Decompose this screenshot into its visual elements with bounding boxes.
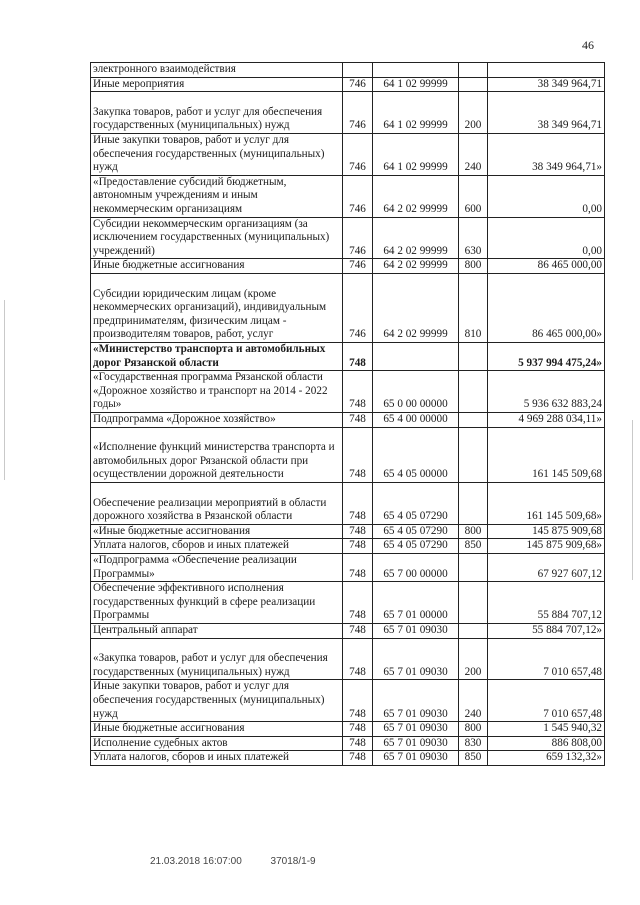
- row-vr-cell: 600: [459, 175, 488, 217]
- table-row: [91, 623, 605, 638]
- row-name-cell: Обеспечение реализации мероприятий в области дорожного хозяйства в Рязанской области: [91, 482, 343, 524]
- row-vr-cell: 240: [459, 680, 488, 722]
- row-ved-cell: 748: [343, 524, 373, 539]
- row-csr-cell: 65 4 05 07290: [373, 539, 459, 554]
- row-name-cell: «Предоставление субсидий бюджетным, автономным учреждениям и иным некоммерческим организациям: [91, 175, 343, 217]
- row-vr-cell: [459, 77, 488, 92]
- row-vr-cell: 850: [459, 751, 488, 766]
- row-amount-cell: 1 545 940,32: [488, 722, 605, 737]
- row-name-cell: Иные бюджетные ассигнования: [91, 259, 343, 274]
- row-vr-cell: 810: [459, 273, 488, 342]
- row-vr-cell: 800: [459, 259, 488, 274]
- row-csr-cell: 65 0 00 00000: [373, 371, 459, 413]
- row-amount-cell: 38 349 964,71: [488, 77, 605, 92]
- row-ved-cell: 748: [343, 342, 373, 370]
- row-vr-cell: 240: [459, 133, 488, 175]
- row-name-cell: Уплата налогов, сборов и иных платежей: [91, 751, 343, 766]
- row-vr-cell: [459, 553, 488, 581]
- row-csr-cell: 64 1 02 99999: [373, 77, 459, 92]
- row-vr-cell: 200: [459, 92, 488, 134]
- row-amount-cell: 7 010 657,48: [488, 638, 605, 680]
- row-csr-cell: 64 1 02 99999: [373, 92, 459, 134]
- budget-table-body: [91, 63, 605, 766]
- row-name-cell: Исполнение судебных актов: [91, 736, 343, 751]
- row-amount-cell: 5 937 994 475,24»: [488, 342, 605, 370]
- row-amount-cell: 0,00: [488, 175, 605, 217]
- table-row: [91, 524, 605, 539]
- row-amount-cell: 38 349 964,71: [488, 92, 605, 134]
- row-amount-cell: 659 132,32»: [488, 751, 605, 766]
- footer-doc-ref: 37018/1-9: [270, 856, 316, 867]
- row-csr-cell: 65 7 01 09030: [373, 638, 459, 680]
- row-ved-cell: 748: [343, 371, 373, 413]
- footer-timestamp: 21.03.2018 16:07:00: [150, 856, 242, 867]
- row-amount-cell: 86 465 000,00»: [488, 273, 605, 342]
- row-name-cell: Обеспечение эффективного исполнения государственных функций в сфере реализации Программы: [91, 582, 343, 624]
- row-ved-cell: [343, 63, 373, 78]
- row-ved-cell: 746: [343, 133, 373, 175]
- row-ved-cell: 748: [343, 722, 373, 737]
- row-csr-cell: 65 4 05 07290: [373, 482, 459, 524]
- row-csr-cell: 64 2 02 99999: [373, 273, 459, 342]
- table-row: [91, 427, 605, 482]
- row-ved-cell: 748: [343, 582, 373, 624]
- row-ved-cell: 748: [343, 539, 373, 554]
- table-row: [91, 736, 605, 751]
- row-csr-cell: 65 7 01 09030: [373, 736, 459, 751]
- row-ved-cell: 748: [343, 427, 373, 482]
- table-row: [91, 412, 605, 427]
- row-amount-cell: 5 936 632 883,24: [488, 371, 605, 413]
- row-name-cell: Иные бюджетные ассигнования: [91, 722, 343, 737]
- row-csr-cell: [373, 342, 459, 370]
- row-csr-cell: 65 4 05 07290: [373, 524, 459, 539]
- scan-edge-mark: [632, 420, 633, 580]
- table-row: [91, 342, 605, 370]
- row-csr-cell: 64 1 02 99999: [373, 133, 459, 175]
- row-name-cell: «Исполнение функций министерства транспорта и автомобильных дорог Рязанской области при осуществлении дорожной деятельности: [91, 427, 343, 482]
- row-name-cell: «Государственная программа Рязанской области «Дорожное хозяйство и транспорт на 2014 - 2022 годы»: [91, 371, 343, 413]
- row-vr-cell: 200: [459, 638, 488, 680]
- row-name-cell: Иные закупки товаров, работ и услуг для обеспечения государственных (муниципальных) нужд: [91, 133, 343, 175]
- row-ved-cell: 748: [343, 623, 373, 638]
- table-row: [91, 259, 605, 274]
- row-name-cell: Иные мероприятия: [91, 77, 343, 92]
- row-csr-cell: 65 7 00 00000: [373, 553, 459, 581]
- row-vr-cell: [459, 342, 488, 370]
- row-amount-cell: 145 875 909,68: [488, 524, 605, 539]
- row-vr-cell: [459, 582, 488, 624]
- row-amount-cell: 161 145 509,68»: [488, 482, 605, 524]
- row-csr-cell: 65 7 01 09030: [373, 680, 459, 722]
- table-row: [91, 63, 605, 78]
- row-amount-cell: 4 969 288 034,11»: [488, 412, 605, 427]
- row-amount-cell: 7 010 657,48: [488, 680, 605, 722]
- row-vr-cell: 850: [459, 539, 488, 554]
- row-name-cell: Субсидии юридическим лицам (кроме некоммерческих организаций), индивидуальным предпринимателям, физическим лицам - производителям товаров, работ, услуг: [91, 273, 343, 342]
- row-vr-cell: [459, 412, 488, 427]
- table-row: [91, 175, 605, 217]
- table-row: [91, 680, 605, 722]
- row-amount-cell: 86 465 000,00: [488, 259, 605, 274]
- row-csr-cell: 65 7 01 09030: [373, 623, 459, 638]
- row-ved-cell: 746: [343, 217, 373, 259]
- page-number: 46: [582, 38, 594, 52]
- row-vr-cell: 800: [459, 722, 488, 737]
- row-amount-cell: 0,00: [488, 217, 605, 259]
- row-name-cell: «Министерство транспорта и автомобильных дорог Рязанской области: [91, 342, 343, 370]
- row-vr-cell: [459, 427, 488, 482]
- row-amount-cell: [488, 63, 605, 78]
- table-row: [91, 273, 605, 342]
- table-row: [91, 582, 605, 624]
- table-row: [91, 539, 605, 554]
- table-row: [91, 77, 605, 92]
- row-vr-cell: [459, 623, 488, 638]
- row-name-cell: Закупка товаров, работ и услуг для обеспечения государственных (муниципальных) нужд: [91, 92, 343, 134]
- row-ved-cell: 748: [343, 638, 373, 680]
- row-csr-cell: 64 2 02 99999: [373, 259, 459, 274]
- row-amount-cell: 67 927 607,12: [488, 553, 605, 581]
- row-ved-cell: 748: [343, 680, 373, 722]
- row-amount-cell: 161 145 509,68: [488, 427, 605, 482]
- row-name-cell: Подпрограмма «Дорожное хозяйство»: [91, 412, 343, 427]
- row-amount-cell: 38 349 964,71»: [488, 133, 605, 175]
- row-ved-cell: 748: [343, 751, 373, 766]
- row-vr-cell: [459, 63, 488, 78]
- row-ved-cell: 748: [343, 553, 373, 581]
- table-row: [91, 217, 605, 259]
- row-csr-cell: 64 2 02 99999: [373, 175, 459, 217]
- row-csr-cell: 65 7 01 09030: [373, 751, 459, 766]
- table-row: [91, 751, 605, 766]
- table-row: [91, 133, 605, 175]
- row-name-cell: Субсидии некоммерческим организациям (за исключением государственных (муниципальных) учреждений): [91, 217, 343, 259]
- row-name-cell: «Иные бюджетные ассигнования: [91, 524, 343, 539]
- row-vr-cell: 800: [459, 524, 488, 539]
- row-ved-cell: 748: [343, 736, 373, 751]
- table-row: [91, 482, 605, 524]
- row-amount-cell: 145 875 909,68»: [488, 539, 605, 554]
- row-ved-cell: 746: [343, 273, 373, 342]
- table-row: [91, 92, 605, 134]
- table-row: [91, 638, 605, 680]
- row-csr-cell: 64 2 02 99999: [373, 217, 459, 259]
- row-amount-cell: 55 884 707,12»: [488, 623, 605, 638]
- row-ved-cell: 748: [343, 482, 373, 524]
- footer-stamp: [150, 856, 342, 867]
- row-csr-cell: 65 4 05 00000: [373, 427, 459, 482]
- row-name-cell: электронного взаимодействия: [91, 63, 343, 78]
- table-row: [91, 371, 605, 413]
- row-vr-cell: [459, 371, 488, 413]
- row-ved-cell: 746: [343, 175, 373, 217]
- scan-edge-mark: [4, 300, 5, 480]
- row-name-cell: Уплата налогов, сборов и иных платежей: [91, 539, 343, 554]
- row-ved-cell: 746: [343, 92, 373, 134]
- row-vr-cell: [459, 482, 488, 524]
- row-csr-cell: 65 4 00 00000: [373, 412, 459, 427]
- row-amount-cell: 55 884 707,12: [488, 582, 605, 624]
- row-ved-cell: 748: [343, 412, 373, 427]
- row-name-cell: Иные закупки товаров, работ и услуг для обеспечения государственных (муниципальных) нужд: [91, 680, 343, 722]
- table-row: [91, 722, 605, 737]
- budget-table: [90, 62, 605, 766]
- row-ved-cell: 746: [343, 259, 373, 274]
- row-name-cell: «Подпрограмма «Обеспечение реализации Программы»: [91, 553, 343, 581]
- row-csr-cell: 65 7 01 09030: [373, 722, 459, 737]
- row-vr-cell: 630: [459, 217, 488, 259]
- row-vr-cell: 830: [459, 736, 488, 751]
- row-name-cell: «Закупка товаров, работ и услуг для обеспечения государственных (муниципальных) нужд: [91, 638, 343, 680]
- table-row: [91, 553, 605, 581]
- row-ved-cell: 746: [343, 77, 373, 92]
- row-csr-cell: [373, 63, 459, 78]
- row-amount-cell: 886 808,00: [488, 736, 605, 751]
- row-csr-cell: 65 7 01 00000: [373, 582, 459, 624]
- row-name-cell: Центральный аппарат: [91, 623, 343, 638]
